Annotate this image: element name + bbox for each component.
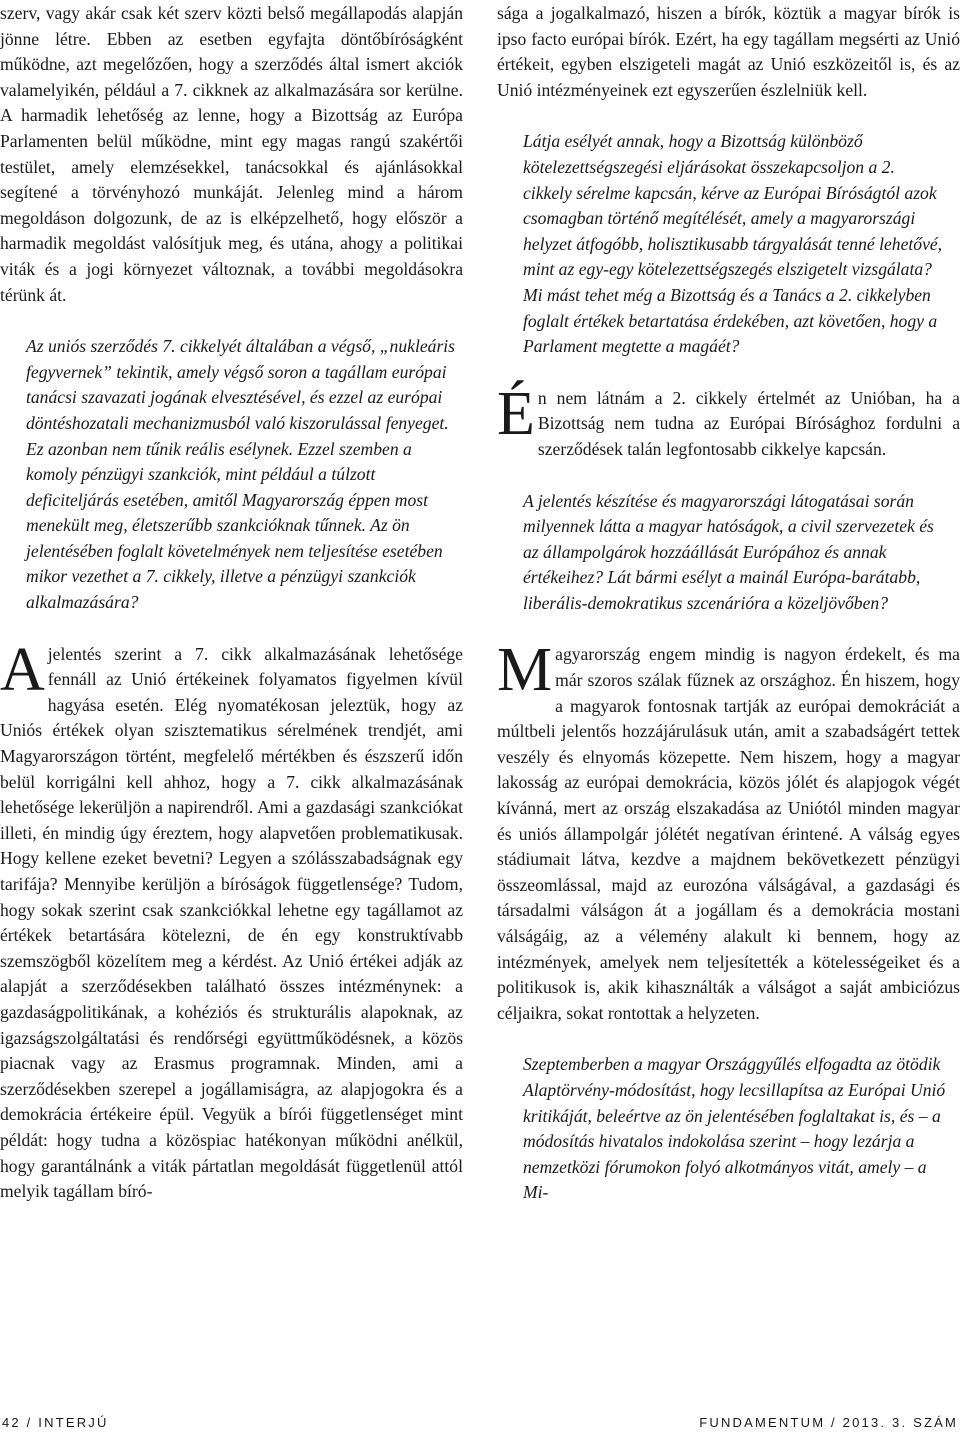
interview-question: A jelentés készítése és magyarországi látogatásai során milyennek látta a magyar hatóságok, a civil szervezetek és az állampolgárok hozzáállását Európához és annak értékeihez? Lát bármi esélyt a mainál Európa-barátabb, liberális-demokratikus szcenárióra a közeljövőben?	[523, 490, 934, 613]
footer-journal-issue: FUNDAMENTUM / 2013. 3. SZÁM	[699, 1415, 958, 1430]
drop-cap: É	[497, 379, 535, 448]
paragraph-continued: szerv, vagy akár csak két szerv közti belső megállapodás alapján jönne létre. Ebben az esetben egyfajta döntőbíróságként működne, azt megelőzően, hogy a szerződés által ismert akciók valamelyikén, például a 7. cikknek az alkalmazására sor kerülne. A harmadik lehetőség az lenne, hogy a Bizottság az Európa Parlamenten belül működne, mint egy magas rangú szakértői testület, amely elemzésekkel, tanácsokkal és ajánlásokkal segítené a törvényhozó munkáját. Jelenleg mind a három megoldáson dolgozunk, de az is elképzelhető, hogy először a harmadik megoldást valósítjuk meg, és utána, ahogy a politikai viták és a jogi környezet változnak, a további megoldásokra térünk át.	[0, 3, 463, 305]
answer-text: n nem látnám a 2. cikkely értelmét az Unióban, ha a Bizottság nem tudna az Európai Bírósághoz fordulni a szerződések talán legfontosabb cikkelye kapcsán.	[537, 387, 960, 459]
answer-paragraph	[497, 379, 960, 463]
interview-question: Az uniós szerződés 7. cikkelyét általában a végső, „nukleáris fegyvernek” tekintik, amely végső soron a tagállam európai tanácsi szavazati jogának elvesztésével, és ezzel az európai döntéshozatali mechanizmusból való kiszorulással fenyeget. Ez azonban nem tűnik reális esélynek. Ezzel szemben a komoly pénzügyi szankciók, mint például a túlzott deficiteljárás esetében, amitől Magyarország éppen most menekült meg, életszerűbb szankcióknak tűnnek. Az ön jelentésében foglalt követelmények nem teljesítése esetében mikor vezethet a 7. cikkely, illetve a pénzügyi szankciók alkalmazására?	[26, 336, 456, 613]
answer-paragraph	[497, 636, 960, 1026]
right-column	[497, 0, 960, 1206]
interview-question: Látja esélyét annak, hogy a Bizottság különböző kötelezettségszegési eljárásokat összekapcsoljon a 2. cikkely sérelme kapcsán, kérve az Európai Bíróságtól azok csomagban történő megítélését, amely a magyarországi helyzet átfogóbb, holisztikusabb tárgyalását tenné lehetővé, mint az egy-egy kötelezettségszegés elszigetelt vizsgálata? Mi mást tehet még a Bizottság és a Tanács a 2. cikkelyben foglalt értékek betartatása érdekében, azt követően, hogy a Parlament megtette a magáét?	[523, 131, 943, 357]
left-column	[0, 0, 463, 1205]
answer-text: jelentés szerint a 7. cikk alkalmazásának lehetősége fennáll az Unió értékeinek folyamatos figyelmen kívül hagyása esetén. Elég nyomatékosan jeleztük, hogy az Uniós értékek olyan szisztematikus sérelmének trendjét, ami Magyarországon történt, megfelelő mértékben és észszerű időn belül korrigálni kell ahhoz, hogy a 7. cikk alkalmazásának lehetősége lekerüljön a napirendről. Ami a gazdasági szankciókat illeti, én mindig úgy éreztem, hogy alapvetően problematikusak. Hogy kellene ezeket bevetni? Legyen a szólásszabadságnak egy tarifája? Mennyibe kerüljön a bíróságok függetlensége? Tudom, hogy sokak szerint csak szankciókkal lehetne egy tagállamot az értékek betartására kötelezni, de én egy konstruktívabb szemszögből közelítem meg a kérdést. Az Unió értékei adják az alapját a szerződésekben található összes intézménynek: a gazdaságpolitikának, a kohéziós és strukturális alapoknak, az igazságszolgáltatási és rendőrségi együttműködésnek, a közös piacnak vagy az Erasmus programnak. Minden, ami a szerződésekben szerepel a jogállamiságra, az alapjogokra és a demokrácia értékeire épül. Vegyük a bírói függetlenséget mint példát: hogy tudna a közöspiac hatékonyan működni anélkül, hogy garantálnánk a viták pártatlan megoldását függetlenül attól melyik tagállam bíró-	[0, 643, 463, 1202]
answer-text: agyarország engem mindig is nagyon érdekelt, és ma már szoros szálak fűznek az országhoz. Én hiszem, hogy a magyarok fontosnak tartják az európai demokráciát a múltbeli jelentős hozzájárulásuk után, amit a szabadságért tettek veszély és elnyomás közepette. Nem hiszem, hogy a magyar lakosság az európai demokrácia, közös jólét és alapjogok végét kívánná, mert az ország elszakadása az Uniótól minden magyar és uniós állampolgár jólétét negatívan érintené. A válság egyes stádiumait látva, kezdve a majdnem bekövetkezett pénzügyi összeomlással, majd az eurozóna válságával, a gazdasági és társadalmi válságon át a jogállam és a demokrácia mostani válságáig, az a vélemény alakult ki bennem, hogy az intézmények, amelyek nem teljesítették a kötelességeiket és a politikusok is, akik kihasználták a válságot a saját ambiciózus céljaikra, sokat rontottak a helyzeten.	[497, 644, 960, 1023]
paragraph-continued: sága a jogalkalmazó, hiszen a bírók, köztük a magyar bírók is ipso facto európai bírók. Ezért, ha egy tagállam megsérti az Unió értékeit, egyben elszigeteli magát az Unió eszközeitől is, és az Unió intézményeinek ezt egyszerűen észlelniük kell.	[497, 3, 960, 100]
drop-cap: A	[0, 635, 45, 704]
footer-page-section: 42 / INTERJÚ	[2, 1415, 109, 1430]
answer-paragraph	[0, 635, 463, 1205]
page-footer	[0, 1411, 960, 1441]
interview-question: Szeptemberben a magyar Országgyűlés elfogadta az ötödik Alaptörvény-módosítást, hogy lecsillapítsa az Európai Unió kritikáját, beleértve az ön jelentésében foglaltakat is, és – a módosítás hivatalos indokolása szerint – hogy lezárja a nemzetközi fórumokon folyó alkotmányos vitát, amely – a Mi-	[523, 1054, 946, 1203]
drop-cap: M	[497, 636, 553, 705]
